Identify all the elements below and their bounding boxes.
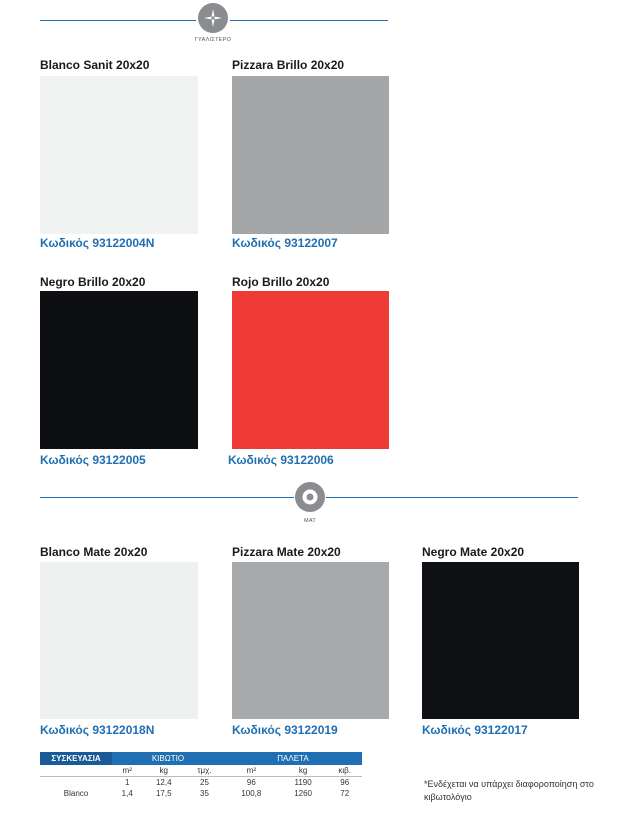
- table-cell: 17,5: [155, 789, 172, 798]
- unit-cell: m²: [112, 765, 142, 777]
- unit-cell: kg: [279, 765, 328, 777]
- unit-cell: τμχ.: [185, 765, 224, 777]
- table-cell: 25: [200, 778, 209, 787]
- box-header: ΚΙΒΩΤΙΟ: [112, 752, 224, 765]
- code-rojo-brillo: Κωδικός 93122006: [228, 453, 334, 467]
- table-cell: 1260: [294, 789, 312, 798]
- row-label: [40, 777, 112, 789]
- units-label: [40, 765, 112, 777]
- gloss-star-icon: [198, 3, 228, 33]
- gloss-divider-left: [40, 20, 196, 21]
- code-negro-brillo: Κωδικός 93122005: [40, 453, 146, 467]
- matte-section-label: ΜΑΤ: [303, 518, 317, 524]
- table-cell: 35: [200, 789, 209, 798]
- packaging-header: ΣΥΣΚΕΥΑΣΙΑ: [40, 752, 112, 765]
- row-label: Blanco: [63, 789, 89, 798]
- tile-title-negro-brillo: Negro Brillo 20x20: [40, 275, 146, 289]
- tile-title-blanco-mate: Blanco Mate 20x20: [40, 545, 148, 559]
- packaging-header-row: [40, 752, 362, 765]
- table-cell: 1: [124, 778, 130, 787]
- unit-cell: kg: [142, 765, 185, 777]
- tile-title-pizzara-mate: Pizzara Mate 20x20: [232, 545, 341, 559]
- packaging-table: [40, 752, 362, 799]
- gloss-divider-right: [230, 20, 388, 21]
- code-negro-mate: Κωδικός 93122017: [422, 723, 528, 737]
- gloss-section-label: ΓΥΑΛΙΣΤΕΡΟ: [194, 37, 232, 43]
- swatch-negro-brillo: [40, 291, 198, 449]
- tile-title-negro-mate: Negro Mate 20x20: [422, 545, 525, 559]
- swatch-blanco-mate: [40, 562, 198, 719]
- swatch-pizzara-brillo: [232, 76, 389, 234]
- packaging-note: *Ενδέχεται να υπάρχει διαφοροποίηση στο κιβωτολόγιο: [424, 779, 594, 802]
- table-cell: 1,4: [121, 789, 133, 798]
- code-blanco-sanit: Κωδικός 93122004N: [40, 236, 155, 250]
- unit-cell: m²: [224, 765, 279, 777]
- unit-cell: κιβ.: [327, 765, 362, 777]
- table-row: [40, 777, 362, 789]
- table-cell: 72: [340, 789, 350, 798]
- code-blanco-mate: Κωδικός 93122018N: [40, 723, 155, 737]
- swatch-blanco-sanit: [40, 76, 198, 234]
- tile-title-blanco-sanit: Blanco Sanit 20x20: [40, 58, 150, 72]
- table-cell: 100,8: [241, 789, 262, 798]
- matte-divider-left: [40, 497, 294, 498]
- tile-title-pizzara-brillo: Pizzara Brillo 20x20: [232, 58, 345, 72]
- table-row: [40, 788, 362, 799]
- table-cell: 12,4: [155, 778, 172, 787]
- tile-title-rojo-brillo: Rojo Brillo 20x20: [232, 275, 330, 289]
- swatch-rojo-brillo: [232, 291, 389, 449]
- matte-divider-right: [326, 497, 578, 498]
- code-pizzara-mate: Κωδικός 93122019: [232, 723, 338, 737]
- table-cell: 96: [340, 778, 350, 787]
- table-cell: 96: [246, 778, 256, 787]
- swatch-negro-mate: [422, 562, 579, 719]
- units-row: [40, 765, 362, 777]
- code-pizzara-brillo: Κωδικός 93122007: [232, 236, 338, 250]
- swatch-pizzara-mate: [232, 562, 389, 719]
- pallet-header: ΠΑΛΕΤΑ: [224, 752, 362, 765]
- matte-circle-icon: [295, 482, 325, 512]
- table-cell: 1190: [294, 778, 312, 787]
